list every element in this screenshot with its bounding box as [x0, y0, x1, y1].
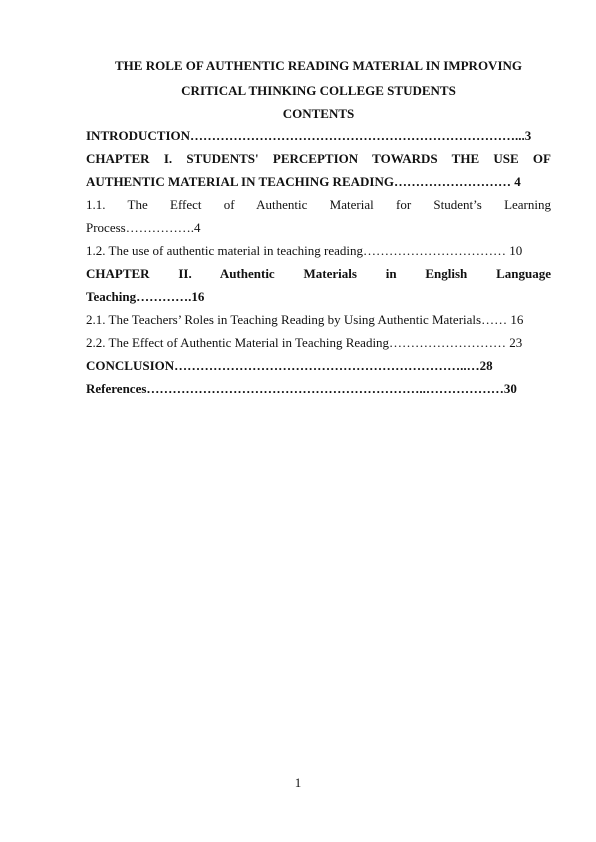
toc-entry-1-1-line-1: 1.1. The Effect of Authentic Material for Student’s Learning	[86, 197, 551, 212]
document-title	[86, 53, 551, 103]
title-line-1: THE ROLE OF AUTHENTIC READING MATERIAL IN IMPROVING	[114, 58, 523, 73]
toc-entry-introduction[interactable]: INTRODUCTION…………………………………………………………………...3	[86, 128, 532, 143]
table-of-contents	[86, 124, 551, 400]
contents-heading: CONTENTS	[282, 106, 355, 121]
toc-entry-chapter-2-line-2: Teaching………….16	[86, 289, 205, 304]
title-line-2: CRITICAL THINKING COLLEGE STUDENTS	[181, 83, 456, 98]
toc-entry-chapter-2[interactable]	[86, 262, 551, 308]
toc-entry-1-2[interactable]: 1.2. The use of authentic material in teaching reading…………………………… 10	[86, 243, 523, 258]
toc-entry-references[interactable]: References………………………………………………………..………………30	[86, 381, 517, 396]
toc-entry-chapter-2-line-1: CHAPTER II. Authentic Materials in English Language	[86, 266, 551, 281]
toc-entry-2-1[interactable]: 2.1. The Teachers’ Roles in Teaching Reading by Using Authentic Materials…… 16	[86, 312, 524, 327]
page-number: 1	[294, 775, 302, 790]
toc-entry-conclusion[interactable]: CONCLUSION…………………………………………………………..…28	[86, 358, 493, 373]
toc-entry-chapter-1[interactable]: CHAPTER I. STUDENTS' PERCEPTION TOWARDS THE USE OF AUTHENTIC MATERIAL IN TEACHING READING……………………… 4	[86, 151, 551, 189]
toc-entry-1-1[interactable]	[86, 193, 551, 239]
toc-entry-1-1-line-2: Process…………….4	[86, 220, 201, 235]
toc-entry-2-2[interactable]: 2.2. The Effect of Authentic Material in Teaching Reading……………………… 23	[86, 335, 523, 350]
